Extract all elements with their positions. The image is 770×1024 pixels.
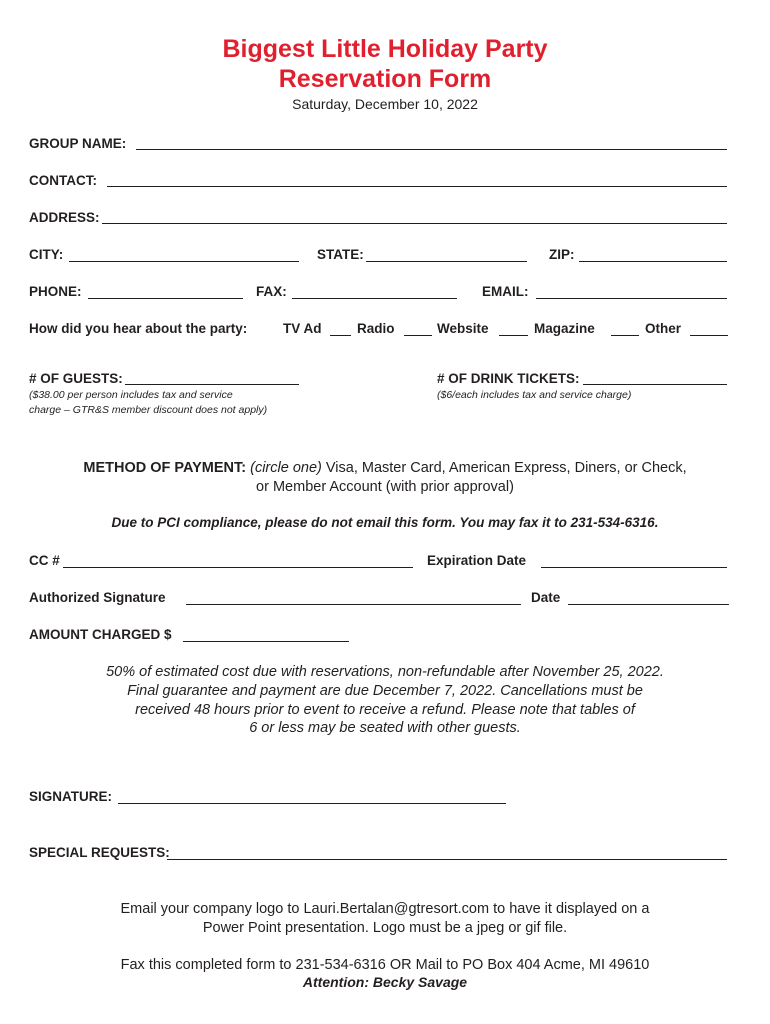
cc-number-field[interactable] xyxy=(63,567,413,568)
option-magazine-blank[interactable] xyxy=(611,335,639,336)
address-field[interactable] xyxy=(102,223,727,224)
address-label: ADDRESS: xyxy=(29,210,100,225)
option-tv-ad-blank[interactable] xyxy=(330,335,351,336)
option-radio-blank[interactable] xyxy=(404,335,432,336)
signature-field[interactable] xyxy=(118,803,506,804)
phone-field[interactable] xyxy=(88,298,243,299)
logo-instructions-line-2: Power Point presentation. Logo must be a jpeg or gif file. xyxy=(202,920,568,936)
cc-label: CC # xyxy=(29,553,60,568)
amount-charged-field[interactable] xyxy=(183,641,349,642)
group-name-field[interactable] xyxy=(136,149,727,150)
state-field[interactable] xyxy=(366,261,527,262)
option-tv-ad-label: TV Ad xyxy=(283,321,322,336)
mail-instructions: Fax this completed form to 231-534-6316 OR Mail to PO Box 404 Acme, MI 49610 xyxy=(120,957,650,973)
drink-tickets-field[interactable] xyxy=(583,384,727,385)
contact-label: CONTACT: xyxy=(29,173,97,188)
email-field[interactable] xyxy=(536,298,727,299)
attention-line: Attention: Becky Savage xyxy=(302,974,468,990)
option-website-blank[interactable] xyxy=(499,335,528,336)
state-label: STATE: xyxy=(317,247,364,262)
guests-field[interactable] xyxy=(125,384,299,385)
fax-label: FAX: xyxy=(256,284,287,299)
group-name-label: GROUP NAME: xyxy=(29,136,127,151)
option-other-blank[interactable] xyxy=(690,335,728,336)
payment-method-line-1 xyxy=(0,459,770,478)
special-requests-label: SPECIAL REQUESTS: xyxy=(29,845,170,860)
pci-notice: Due to PCI compliance, please do not email this form. You may fax it to 231-534-6316. xyxy=(111,515,659,530)
amount-charged-label: AMOUNT CHARGED $ xyxy=(29,627,172,642)
expiration-field[interactable] xyxy=(541,567,727,568)
drink-tickets-label: # OF DRINK TICKETS: xyxy=(437,371,580,386)
form-title-line-1: Biggest Little Holiday Party xyxy=(222,35,548,63)
city-field[interactable] xyxy=(69,261,299,262)
policy-line-4: 6 or less may be seated with other guests. xyxy=(249,720,521,736)
payment-method-label: METHOD OF PAYMENT: xyxy=(83,460,247,476)
option-magazine-label: Magazine xyxy=(534,321,595,336)
guests-note-line-2: charge – GTR&S member discount does not apply) xyxy=(29,404,268,416)
guests-note-line-1: ($38.00 per person includes tax and service xyxy=(29,389,233,401)
policy-line-3: received 48 hours prior to event to receive a refund. Please note that tables of xyxy=(135,702,635,718)
logo-instructions-line-1: Email your company logo to Lauri.Bertalan@gtresort.com to have it displayed on a xyxy=(120,901,650,917)
authorized-signature-label: Authorized Signature xyxy=(29,590,166,605)
option-other-label: Other xyxy=(645,321,682,336)
expiration-label: Expiration Date xyxy=(427,553,527,568)
special-requests-field[interactable] xyxy=(167,859,727,860)
option-website-label: Website xyxy=(437,321,489,336)
authorized-signature-field[interactable] xyxy=(186,604,521,605)
fax-field[interactable] xyxy=(292,298,457,299)
city-label: CITY: xyxy=(29,247,64,262)
form-title-line-2: Reservation Form xyxy=(278,65,492,93)
heard-about-question: How did you hear about the party: xyxy=(29,321,248,336)
signature-label: SIGNATURE: xyxy=(29,789,112,804)
signature-date-label: Date xyxy=(531,590,561,605)
payment-options: Visa, Master Card, American Express, Diners, or Check, xyxy=(325,460,687,476)
zip-label: ZIP: xyxy=(549,247,575,262)
payment-circle-one: (circle one) xyxy=(250,460,322,476)
zip-field[interactable] xyxy=(579,261,727,262)
signature-date-field[interactable] xyxy=(568,604,729,605)
phone-label: PHONE: xyxy=(29,284,82,299)
event-date: Saturday, December 10, 2022 xyxy=(292,96,478,112)
email-label: EMAIL: xyxy=(482,284,529,299)
guests-label: # OF GUESTS: xyxy=(29,371,123,386)
contact-field[interactable] xyxy=(107,186,727,187)
policy-line-1: 50% of estimated cost due with reservations, non-refundable after November 25, 2022. xyxy=(106,664,664,680)
policy-line-2: Final guarantee and payment are due December 7, 2022. Cancellations must be xyxy=(127,683,643,699)
option-radio-label: Radio xyxy=(357,321,395,336)
drink-tickets-note: ($6/each includes tax and service charge) xyxy=(437,389,632,401)
payment-method-line-2: or Member Account (with prior approval) xyxy=(256,479,514,495)
